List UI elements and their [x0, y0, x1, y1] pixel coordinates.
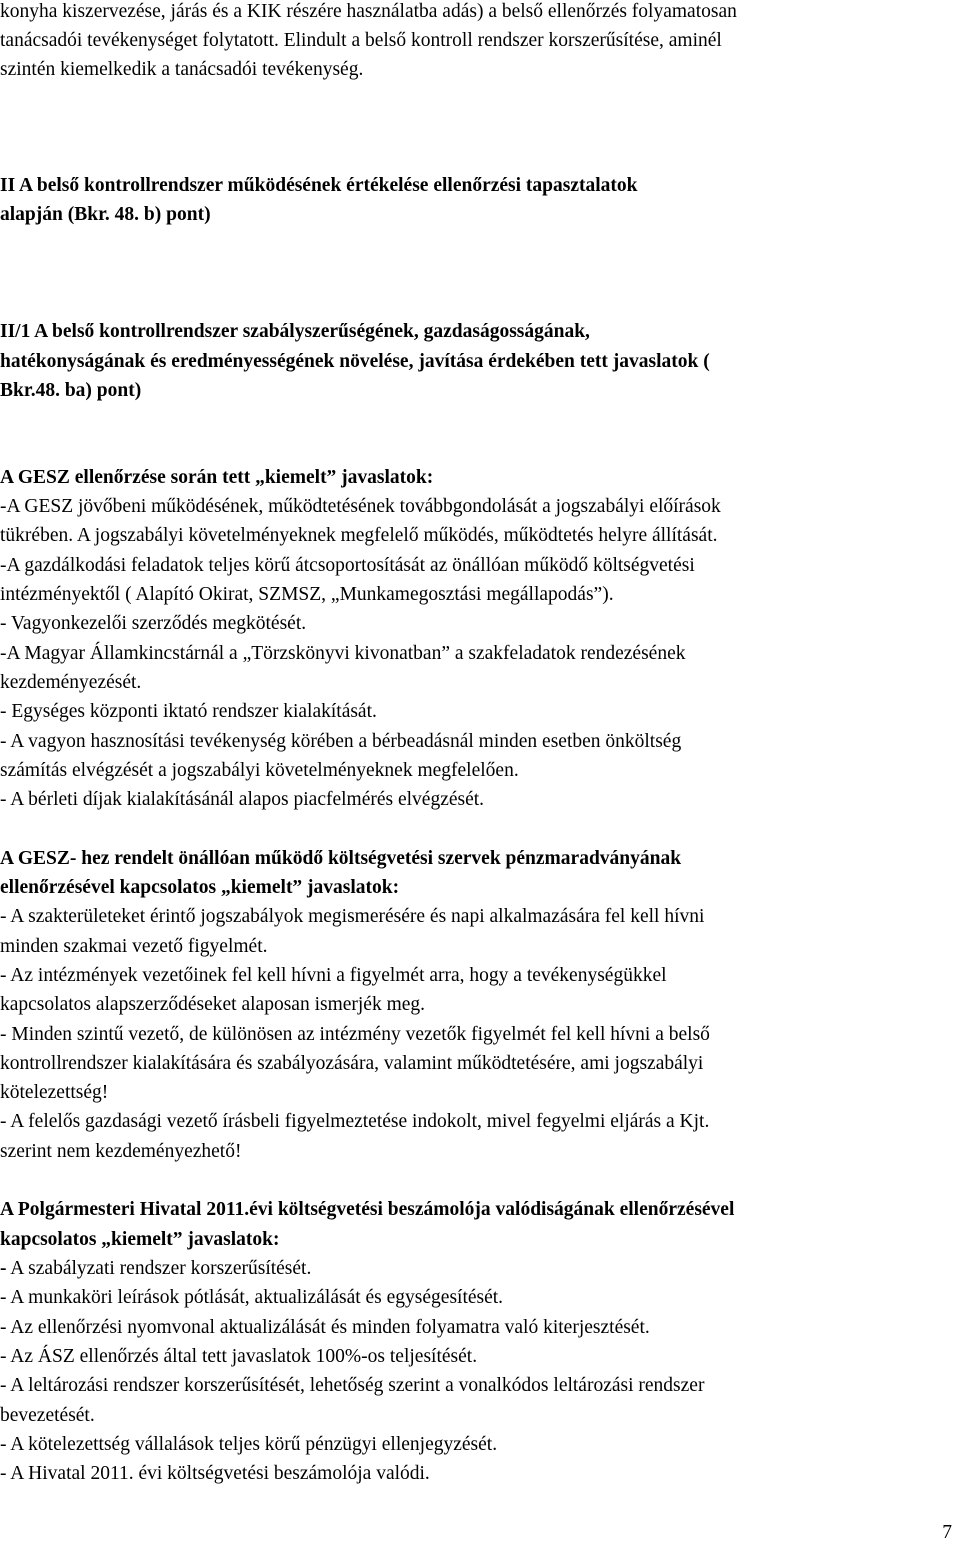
- intro-line: konyha kiszervezése, járás és a KIK részére használatba adás) a belső ellenőrzés folyamatosan: [0, 1, 737, 22]
- subsection-heading: hatékonyságának és eredményességének növelése, javítása érdekében tett javaslatok (: [0, 351, 710, 372]
- gesz-units-heading: A GESZ- hez rendelt önállóan működő költségvetési szervek pénzmaradványának: [0, 848, 682, 869]
- mayor-office-heading: A Polgármesteri Hivatal 2011.évi költségvetési beszámolója valódiságának ellenőrzésével: [0, 1199, 735, 1220]
- gesz-line: tükrében. A jogszabályi követelményeknek megfelelő működés, működtetés helyre állítását.: [0, 525, 718, 546]
- gesz-line: kezdeményezését.: [0, 672, 142, 693]
- mayor-office-line: - A kötelezettség vállalások teljes körű pénzügyi ellenjegyzését.: [0, 1434, 498, 1455]
- gesz-units-line: - A szakterületeket érintő jogszabályok megismerésére és napi alkalmazására fel kell hívni: [0, 906, 705, 927]
- bold-dash: -: [0, 1258, 7, 1279]
- intro-line: szintén kiemelkedik a tanácsadói tevékenység.: [0, 59, 364, 80]
- gesz-units-line: kontrollrendszer kialakítására és szabályozására, valamint működtetésére, ami jogszabályi: [0, 1053, 704, 1074]
- gesz-units-heading: ellenőrzésével kapcsolatos „kiemelt” javaslatok:: [0, 877, 400, 898]
- section-heading: alapján (Bkr. 48. b) pont): [0, 204, 211, 225]
- gesz-units-line: - Minden szintű vezető, de különösen az intézmény vezetők figyelmét fel kell hívni a belső: [0, 1024, 710, 1045]
- gesz-line: számítás elvégzését a jogszabályi követelményeknek megfelelően.: [0, 760, 519, 781]
- page-number: 7: [942, 1522, 952, 1543]
- gesz-line: - Vagyonkezelői szerződés megkötését.: [0, 613, 307, 634]
- mayor-office-line: - A Hivatal 2011. évi költségvetési beszámolója valódi.: [0, 1463, 430, 1484]
- gesz-line: -A Magyar Államkincstárnál a „Törzskönyvi kivonatban” a szakfeladatok rendezésének: [0, 643, 686, 664]
- gesz-line: intézményektől ( Alapító Okirat, SZMSZ, „Munkamegosztási megállapodás”).: [0, 584, 614, 605]
- gesz-units-line: kötelezettség!: [0, 1082, 109, 1103]
- subsection-heading: II/1 A belső kontrollrendszer szabályszerűségének, gazdaságosságának,: [0, 321, 590, 342]
- gesz-units-line: minden szakmai vezető figyelmét.: [0, 936, 268, 957]
- gesz-line: - A vagyon hasznosítási tevékenység körében a bérbeadásnál minden esetben önköltség: [0, 731, 682, 752]
- first-item-text: A szabályzati rendszer korszerűsítését.: [6, 1258, 312, 1279]
- gesz-units-line: szerint nem kezdeményezhető!: [0, 1141, 242, 1162]
- gesz-units-line: - A felelős gazdasági vezető írásbeli figyelmeztetése indokolt, mivel fegyelmi eljárás a Kjt.: [0, 1111, 710, 1132]
- gesz-units-line: - Az intézmények vezetőinek fel kell hívni a figyelmét arra, hogy a tevékenységükkel: [0, 965, 667, 986]
- mayor-office-line: - Az ellenőrzési nyomvonal aktualizálását és minden folyamatra való kiterjesztését.: [0, 1317, 650, 1338]
- intro-line: tanácsadói tevékenységet folytatott. Elindult a belső kontroll rendszer korszerűsítése, aminél: [0, 30, 722, 51]
- gesz-line: - A bérleti díjak kialakításánál alapos piacfelmérés elvégzését.: [0, 789, 485, 810]
- gesz-line: -A GESZ jövőbeni működésének, működtetésének továbbgondolását a jogszabályi előírások: [0, 496, 721, 517]
- section-heading: II A belső kontrollrendszer működésének értékelése ellenőrzési tapasztalatok: [0, 175, 638, 196]
- mayor-office-line: - Az ÁSZ ellenőrzés által tett javaslatok 100%-os teljesítését.: [0, 1346, 478, 1367]
- gesz-heading: A GESZ ellenőrzése során tett „kiemelt” javaslatok:: [0, 467, 434, 488]
- mayor-office-line: - A leltározási rendszer korszerűsítését, lehetőség szerint a vonalkódos leltározási rendszer: [0, 1375, 705, 1396]
- subsection-heading: Bkr.48. ba) pont): [0, 380, 142, 401]
- gesz-line: - Egységes központi iktató rendszer kialakítását.: [0, 701, 377, 722]
- mayor-office-line: - A munkaköri leírások pótlását, aktualizálását és egységesítését.: [0, 1287, 504, 1308]
- mayor-office-heading: kapcsolatos „kiemelt” javaslatok:: [0, 1229, 280, 1250]
- mayor-office-line: bevezetését.: [0, 1405, 95, 1426]
- gesz-line: -A gazdálkodási feladatok teljes körű átcsoportosítását az önállóan működő költségvetési: [0, 555, 695, 576]
- gesz-units-line: kapcsolatos alapszerződéseket alaposan ismerjék meg.: [0, 994, 426, 1015]
- mayor-office-line: [0, 1257, 311, 1281]
